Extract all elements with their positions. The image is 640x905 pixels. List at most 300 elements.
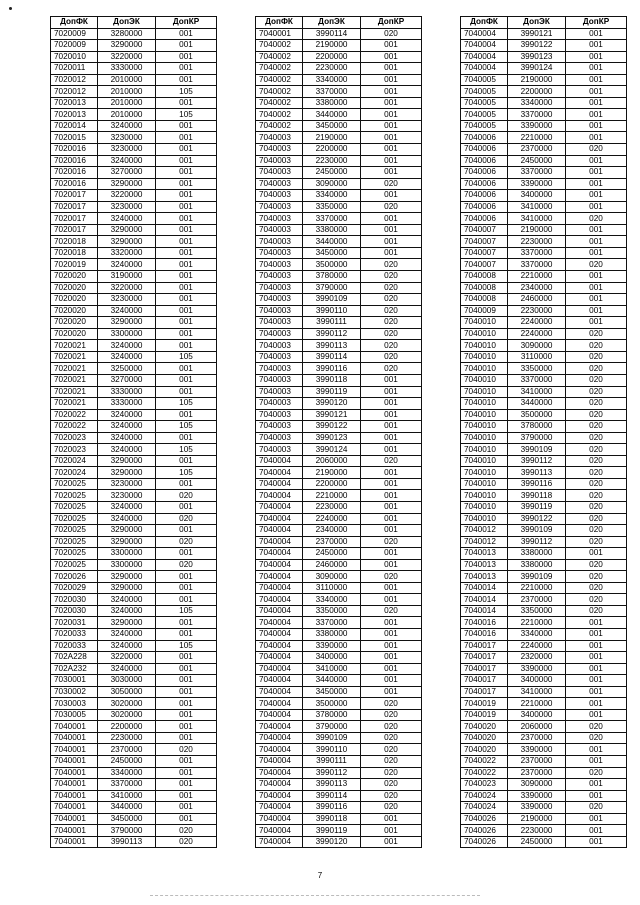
dop-fk-cell: 7020025 (51, 490, 98, 502)
dop-fk-cell: 7040005 (461, 97, 508, 109)
dop-fk-cell: 7040003 (256, 190, 303, 202)
dop-fk-cell: 7040004 (256, 709, 303, 721)
table-row (461, 28, 627, 40)
dop-fk-cell: 7040004 (256, 455, 303, 467)
table-row (51, 109, 217, 121)
dop-kr-cell: 020 (361, 744, 422, 756)
dop-fk-cell: 7020012 (51, 74, 98, 86)
dop-fk-cell: 7040006 (461, 144, 508, 156)
dop-ek-cell: 2340000 (303, 525, 361, 537)
dop-fk-cell: 7040004 (256, 605, 303, 617)
table-row (461, 744, 627, 756)
dop-ek-cell: 3270000 (98, 167, 156, 179)
dop-fk-cell: 7040004 (256, 582, 303, 594)
dop-kr-cell: 001 (361, 224, 422, 236)
table-row (256, 686, 422, 698)
dop-ek-cell: 3790000 (303, 282, 361, 294)
table-row (51, 663, 217, 675)
dop-kr-cell: 001 (361, 559, 422, 571)
dop-kr-cell: 001 (156, 663, 217, 675)
table-row (256, 444, 422, 456)
dop-kr-cell: 001 (566, 836, 627, 848)
dop-fk-cell: 7040004 (256, 617, 303, 629)
dop-ek-cell: 2450000 (303, 167, 361, 179)
dop-fk-cell: 7040004 (256, 686, 303, 698)
dop-ek-cell: 3400000 (303, 652, 361, 664)
table-row (461, 40, 627, 52)
dop-ek-cell: 3240000 (98, 432, 156, 444)
table-row (461, 167, 627, 179)
table-row (461, 386, 627, 398)
dop-kr-cell: 001 (361, 386, 422, 398)
table-row (51, 374, 217, 386)
dop-fk-cell: 7040003 (256, 213, 303, 225)
dop-kr-cell: 001 (156, 294, 217, 306)
dop-kr-cell: 001 (156, 271, 217, 283)
dop-fk-cell: 7040010 (461, 317, 508, 329)
table-row (51, 213, 217, 225)
table-row (256, 155, 422, 167)
dop-ek-cell: 2010000 (98, 97, 156, 109)
dop-ek-cell: 2370000 (508, 756, 566, 768)
table-row (51, 594, 217, 606)
dop-kr-cell: 001 (361, 167, 422, 179)
dop-ek-cell: 2210000 (508, 582, 566, 594)
dop-fk-cell: 7040013 (461, 548, 508, 560)
table-row (461, 444, 627, 456)
dop-ek-cell: 3230000 (98, 132, 156, 144)
dop-kr-cell: 001 (156, 525, 217, 537)
dop-ek-cell: 3990113 (303, 340, 361, 352)
table-row (461, 224, 627, 236)
dop-kr-cell: 001 (156, 548, 217, 560)
dop-kr-cell: 020 (566, 732, 627, 744)
dop-kr-cell: 001 (361, 444, 422, 456)
dop-ek-cell: 2060000 (303, 455, 361, 467)
table-row (256, 640, 422, 652)
dop-fk-cell: 7020021 (51, 374, 98, 386)
dop-fk-cell: 7040004 (256, 536, 303, 548)
dop-ek-cell: 3410000 (508, 213, 566, 225)
table-row (256, 594, 422, 606)
dop-ek-cell: 2450000 (98, 756, 156, 768)
dop-fk-cell: 7020026 (51, 571, 98, 583)
table-row (51, 351, 217, 363)
dop-kr-cell: 001 (361, 213, 422, 225)
table-row (51, 513, 217, 525)
dop-ek-cell: 2460000 (303, 559, 361, 571)
dop-fk-cell: 7040003 (256, 305, 303, 317)
table-row (51, 317, 217, 329)
dop-kr-cell: 001 (566, 28, 627, 40)
dop-fk-cell: 7040004 (256, 825, 303, 837)
dop-ek-cell: 3390000 (508, 744, 566, 756)
dop-kr-cell: 020 (566, 721, 627, 733)
dop-kr-cell: 001 (156, 167, 217, 179)
dop-ek-cell: 3500000 (303, 698, 361, 710)
table-row (51, 640, 217, 652)
dop-kr-cell: 001 (156, 709, 217, 721)
table-row (256, 282, 422, 294)
dop-ek-cell: 3300000 (98, 559, 156, 571)
dop-fk-cell: 7020025 (51, 536, 98, 548)
dop-ek-cell: 2200000 (508, 86, 566, 98)
dop-ek-cell: 3380000 (303, 224, 361, 236)
dop-kr-cell: 001 (156, 259, 217, 271)
dop-fk-cell: 7040010 (461, 513, 508, 525)
table-row (256, 536, 422, 548)
table-row (51, 779, 217, 791)
dop-kr-cell: 020 (156, 744, 217, 756)
dop-fk-cell: 7020022 (51, 421, 98, 433)
dop-kr-cell: 020 (156, 825, 217, 837)
table-row (51, 605, 217, 617)
table-row (461, 421, 627, 433)
dop-fk-cell: 7020033 (51, 640, 98, 652)
dop-fk-cell: 7040004 (256, 802, 303, 814)
table-row (256, 51, 422, 63)
dop-fk-cell: 7020025 (51, 548, 98, 560)
dop-kr-cell: 001 (156, 698, 217, 710)
dop-ek-cell: 2370000 (303, 536, 361, 548)
table-row (51, 744, 217, 756)
table-row (256, 224, 422, 236)
table-row (461, 790, 627, 802)
table-row (461, 779, 627, 791)
table-row (461, 628, 627, 640)
dop-fk-cell: 7040003 (256, 317, 303, 329)
dop-kr-cell: 001 (361, 652, 422, 664)
table-row (461, 282, 627, 294)
dop-fk-cell: 7030005 (51, 709, 98, 721)
table-row (256, 548, 422, 560)
dop-ek-cell: 3320000 (98, 247, 156, 259)
table-row (461, 582, 627, 594)
dop-ek-cell: 3340000 (98, 767, 156, 779)
dop-kr-cell: 001 (156, 224, 217, 236)
dop-ek-cell: 3220000 (98, 51, 156, 63)
dop-ek-cell: 3090000 (508, 340, 566, 352)
dop-ek-cell: 3990118 (303, 813, 361, 825)
table-row (256, 409, 422, 421)
dop-kr-cell: 020 (566, 398, 627, 410)
table-row (461, 109, 627, 121)
dop-fk-cell: 7040001 (51, 721, 98, 733)
dop-fk-cell: 7040006 (461, 132, 508, 144)
dop-ek-cell: 2370000 (508, 732, 566, 744)
dop-kr-cell: 001 (566, 652, 627, 664)
dop-fk-cell: 7040001 (51, 744, 98, 756)
dop-ek-cell: 3990111 (303, 756, 361, 768)
dop-fk-cell: 7040008 (461, 294, 508, 306)
dop-kr-cell: 001 (156, 756, 217, 768)
dop-fk-cell: 7040022 (461, 767, 508, 779)
dop-fk-cell: 7040026 (461, 836, 508, 848)
dop-ek-cell: 2240000 (508, 317, 566, 329)
dop-ek-cell: 3390000 (508, 120, 566, 132)
dop-fk-cell: 7040003 (256, 259, 303, 271)
dop-fk-cell: 7020019 (51, 259, 98, 271)
dop-fk-cell: 7040006 (461, 190, 508, 202)
table-row (51, 386, 217, 398)
dop-ek-cell: 3240000 (98, 120, 156, 132)
dop-kr-cell: 001 (566, 86, 627, 98)
dop-kr-cell: 020 (566, 374, 627, 386)
dop-ek-cell: 3990114 (303, 28, 361, 40)
dop-kr-cell: 001 (566, 744, 627, 756)
table-row (51, 582, 217, 594)
dop-ek-cell: 3990124 (508, 63, 566, 75)
dop-kr-cell: 001 (361, 132, 422, 144)
header-row (256, 17, 422, 29)
dop-kr-cell: 001 (566, 640, 627, 652)
table-row (256, 144, 422, 156)
dop-ek-cell: 3990124 (303, 444, 361, 456)
dop-kr-cell: 001 (156, 374, 217, 386)
dop-fk-cell: 7040004 (256, 525, 303, 537)
dop-ek-cell: 2190000 (303, 467, 361, 479)
dop-kr-cell: 001 (361, 640, 422, 652)
dop-kr-cell: 001 (566, 663, 627, 675)
dop-ek-cell: 2240000 (508, 640, 566, 652)
table-row (51, 247, 217, 259)
dop-fk-cell: 7040004 (256, 467, 303, 479)
dop-ek-cell: 3220000 (98, 652, 156, 664)
table-row (461, 663, 627, 675)
table-row (51, 294, 217, 306)
dop-ek-cell: 3440000 (98, 802, 156, 814)
table-row (51, 802, 217, 814)
dop-fk-cell: 7040004 (256, 559, 303, 571)
dop-fk-cell: 7040024 (461, 790, 508, 802)
dop-ek-cell: 3410000 (508, 686, 566, 698)
dop-kr-cell: 001 (156, 813, 217, 825)
table-row (51, 455, 217, 467)
dop-kr-cell: 020 (361, 282, 422, 294)
table-row (256, 167, 422, 179)
dop-fk-cell: 7020023 (51, 432, 98, 444)
table-row (51, 790, 217, 802)
table-row (256, 294, 422, 306)
table-row (256, 836, 422, 848)
dop-kr-cell: 001 (361, 421, 422, 433)
dop-fk-cell: 7040014 (461, 582, 508, 594)
dop-ek-cell: 2450000 (508, 155, 566, 167)
table-row (461, 63, 627, 75)
column-header: ДопКР (361, 17, 422, 29)
dop-kr-cell: 105 (156, 398, 217, 410)
table-row (461, 571, 627, 583)
dop-fk-cell: 7040006 (461, 213, 508, 225)
dop-ek-cell: 3230000 (98, 294, 156, 306)
dop-fk-cell: 7040017 (461, 663, 508, 675)
dop-ek-cell: 3240000 (98, 155, 156, 167)
table-row (256, 305, 422, 317)
dop-ek-cell: 2190000 (508, 813, 566, 825)
dop-fk-cell: 7020009 (51, 28, 98, 40)
dop-fk-cell: 7040004 (256, 571, 303, 583)
dop-fk-cell: 7020013 (51, 109, 98, 121)
dop-kr-cell: 020 (566, 259, 627, 271)
dop-kr-cell: 001 (156, 236, 217, 248)
scan-speck (9, 7, 12, 10)
codes-table-2 (255, 16, 422, 848)
dop-ek-cell: 3380000 (508, 548, 566, 560)
dop-ek-cell: 3390000 (508, 178, 566, 190)
dop-fk-cell: 7040001 (51, 813, 98, 825)
dop-fk-cell: 7040007 (461, 259, 508, 271)
dop-fk-cell: 7020021 (51, 363, 98, 375)
dop-kr-cell: 001 (566, 224, 627, 236)
dop-ek-cell: 3990121 (303, 409, 361, 421)
dop-kr-cell: 105 (156, 109, 217, 121)
dop-ek-cell: 3290000 (98, 236, 156, 248)
dop-ek-cell: 3240000 (98, 444, 156, 456)
dop-ek-cell: 3400000 (508, 675, 566, 687)
table-row (461, 294, 627, 306)
dop-kr-cell: 020 (566, 213, 627, 225)
dop-kr-cell: 001 (156, 652, 217, 664)
table-row (51, 340, 217, 352)
dop-kr-cell: 001 (566, 247, 627, 259)
dop-fk-cell: 7020011 (51, 63, 98, 75)
dop-kr-cell: 001 (156, 305, 217, 317)
dop-fk-cell: 7020025 (51, 559, 98, 571)
dop-kr-cell: 001 (361, 813, 422, 825)
table-row (51, 478, 217, 490)
dop-ek-cell: 2370000 (508, 767, 566, 779)
dop-kr-cell: 020 (566, 559, 627, 571)
dop-kr-cell: 020 (361, 455, 422, 467)
dop-fk-cell: 7040001 (51, 802, 98, 814)
dop-kr-cell: 001 (361, 409, 422, 421)
dop-ek-cell: 2200000 (303, 51, 361, 63)
table-row (51, 236, 217, 248)
dop-kr-cell: 020 (361, 709, 422, 721)
dop-ek-cell: 3450000 (303, 120, 361, 132)
table-row (256, 490, 422, 502)
dop-ek-cell: 3370000 (508, 109, 566, 121)
dop-fk-cell: 7020024 (51, 455, 98, 467)
dop-ek-cell: 3300000 (98, 548, 156, 560)
dop-ek-cell: 3390000 (508, 802, 566, 814)
dop-kr-cell: 001 (361, 617, 422, 629)
dop-kr-cell: 001 (156, 201, 217, 213)
dop-fk-cell: 7040004 (256, 756, 303, 768)
dop-fk-cell: 7040004 (256, 732, 303, 744)
table-row (256, 74, 422, 86)
dop-kr-cell: 020 (566, 594, 627, 606)
dop-ek-cell: 3990109 (303, 732, 361, 744)
dop-kr-cell: 001 (361, 490, 422, 502)
dop-kr-cell: 105 (156, 86, 217, 98)
table-row (461, 213, 627, 225)
dop-kr-cell: 001 (566, 155, 627, 167)
dop-ek-cell: 3240000 (98, 305, 156, 317)
dop-fk-cell: 7040003 (256, 236, 303, 248)
dop-kr-cell: 020 (361, 536, 422, 548)
table-row (51, 271, 217, 283)
table-row (51, 825, 217, 837)
dop-fk-cell: 7020017 (51, 190, 98, 202)
dop-ek-cell: 3990114 (303, 351, 361, 363)
dop-fk-cell: 7040004 (461, 51, 508, 63)
dop-fk-cell: 7040001 (51, 756, 98, 768)
dop-kr-cell: 105 (156, 640, 217, 652)
table-row (461, 640, 627, 652)
table-row (461, 732, 627, 744)
dop-fk-cell: 7040004 (256, 628, 303, 640)
dop-fk-cell: 7040001 (51, 732, 98, 744)
table-row (51, 571, 217, 583)
dop-fk-cell: 7040016 (461, 628, 508, 640)
table-row (256, 120, 422, 132)
table-row (256, 617, 422, 629)
dop-ek-cell: 2230000 (508, 305, 566, 317)
dop-kr-cell: 001 (156, 767, 217, 779)
dop-ek-cell: 3990116 (303, 802, 361, 814)
table-row (461, 144, 627, 156)
dop-kr-cell: 001 (361, 628, 422, 640)
table-row (51, 628, 217, 640)
table-row (256, 501, 422, 513)
dop-kr-cell: 020 (566, 571, 627, 583)
table-row (461, 594, 627, 606)
dop-kr-cell: 020 (361, 767, 422, 779)
dop-ek-cell: 3240000 (98, 628, 156, 640)
table-row (51, 190, 217, 202)
dop-ek-cell: 3990120 (303, 398, 361, 410)
dop-ek-cell: 3350000 (508, 363, 566, 375)
dop-fk-cell: 7040013 (461, 559, 508, 571)
dop-kr-cell: 020 (566, 340, 627, 352)
table-row (256, 432, 422, 444)
dop-ek-cell: 2200000 (98, 721, 156, 733)
table-row (256, 813, 422, 825)
table-row (461, 501, 627, 513)
table-row (51, 559, 217, 571)
dop-ek-cell: 2340000 (508, 282, 566, 294)
dop-ek-cell: 3990112 (508, 536, 566, 548)
dop-fk-cell: 7040007 (461, 236, 508, 248)
dop-kr-cell: 020 (566, 513, 627, 525)
dop-ek-cell: 2060000 (508, 721, 566, 733)
dop-kr-cell: 001 (361, 247, 422, 259)
dop-ek-cell: 2320000 (508, 652, 566, 664)
dop-kr-cell: 001 (361, 63, 422, 75)
table-row (461, 467, 627, 479)
dop-kr-cell: 001 (566, 756, 627, 768)
dop-kr-cell: 001 (361, 582, 422, 594)
table-row (256, 605, 422, 617)
dop-ek-cell: 3290000 (98, 525, 156, 537)
dop-kr-cell: 001 (156, 790, 217, 802)
dop-kr-cell: 020 (361, 305, 422, 317)
dop-fk-cell: 7020021 (51, 351, 98, 363)
dop-kr-cell: 001 (156, 97, 217, 109)
dop-fk-cell: 7040008 (461, 271, 508, 283)
table-row (51, 732, 217, 744)
dop-kr-cell: 001 (361, 144, 422, 156)
dop-fk-cell: 7020016 (51, 178, 98, 190)
table-row (256, 40, 422, 52)
dop-ek-cell: 3110000 (508, 351, 566, 363)
table-row (51, 63, 217, 75)
dop-fk-cell: 7040004 (256, 744, 303, 756)
dop-fk-cell: 7040006 (461, 167, 508, 179)
dop-ek-cell: 2190000 (508, 74, 566, 86)
dop-ek-cell: 3290000 (98, 178, 156, 190)
